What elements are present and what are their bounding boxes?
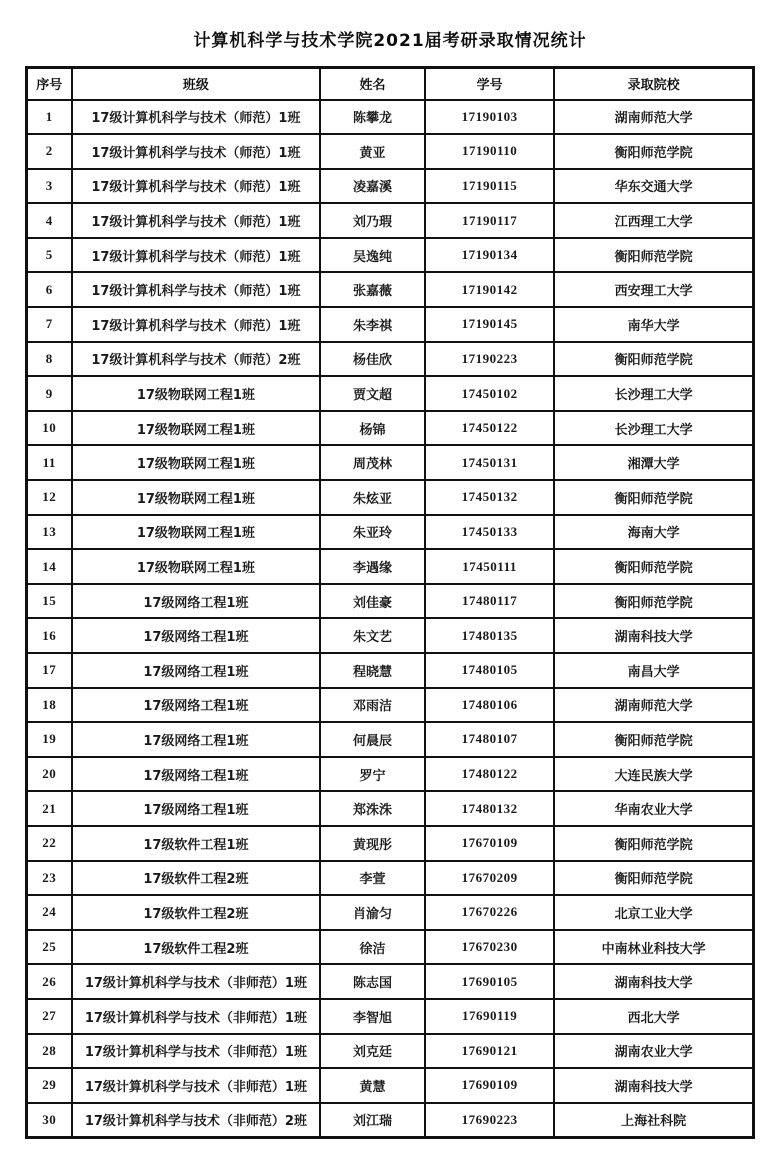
cell-class: 17级计算机科学与技术（师范）1班 (72, 100, 321, 135)
cell-student-id: 17190142 (425, 272, 554, 307)
cell-class: 17级软件工程1班 (72, 826, 321, 861)
cell-student-id: 17190134 (425, 238, 554, 273)
cell-class: 17级物联网工程1班 (72, 376, 321, 411)
table-row (27, 964, 754, 999)
cell-name: 刘江瑞 (320, 1103, 425, 1138)
cell-student-id: 17480122 (425, 757, 554, 792)
table-row (27, 342, 754, 377)
cell-name: 黄亚 (320, 134, 425, 169)
cell-class: 17级计算机科学与技术（非师范）1班 (72, 999, 321, 1034)
table-row (27, 549, 754, 584)
table-row (27, 757, 754, 792)
table-row (27, 722, 754, 757)
cell-class: 17级计算机科学与技术（非师范）1班 (72, 1034, 321, 1069)
cell-school: 南华大学 (554, 307, 753, 342)
cell-name: 周茂林 (320, 445, 425, 480)
cell-school: 西安理工大学 (554, 272, 753, 307)
cell-school: 湖南师范大学 (554, 688, 753, 723)
cell-student-id: 17190223 (425, 342, 554, 377)
cell-student-id: 17690223 (425, 1103, 554, 1138)
table-row (27, 515, 754, 550)
cell-index: 10 (27, 411, 72, 446)
cell-student-id: 17690121 (425, 1034, 554, 1069)
cell-index: 23 (27, 861, 72, 896)
table-row (27, 861, 754, 896)
table-row (27, 238, 754, 273)
table-row (27, 411, 754, 446)
cell-name: 肖渝匀 (320, 895, 425, 930)
cell-student-id: 17190110 (425, 134, 554, 169)
cell-name: 黄慧 (320, 1068, 425, 1103)
cell-student-id: 17480135 (425, 618, 554, 653)
cell-school: 衡阳师范学院 (554, 238, 753, 273)
table-header-row (27, 68, 754, 100)
cell-index: 30 (27, 1103, 72, 1138)
cell-index: 13 (27, 515, 72, 550)
cell-school: 海南大学 (554, 515, 753, 550)
cell-student-id: 17480132 (425, 791, 554, 826)
cell-student-id: 17450111 (425, 549, 554, 584)
cell-school: 湖南师范大学 (554, 100, 753, 135)
cell-name: 贾文超 (320, 376, 425, 411)
cell-index: 29 (27, 1068, 72, 1103)
table-row (27, 826, 754, 861)
cell-student-id: 17190145 (425, 307, 554, 342)
cell-school: 北京工业大学 (554, 895, 753, 930)
cell-name: 朱炫亚 (320, 480, 425, 515)
cell-class: 17级物联网工程1班 (72, 549, 321, 584)
cell-class: 17级网络工程1班 (72, 584, 321, 619)
cell-class: 17级网络工程1班 (72, 791, 321, 826)
cell-student-id: 17480105 (425, 653, 554, 688)
cell-name: 张嘉薇 (320, 272, 425, 307)
table-row (27, 445, 754, 480)
table-row (27, 584, 754, 619)
cell-class: 17级软件工程2班 (72, 861, 321, 896)
cell-index: 1 (27, 100, 72, 135)
cell-student-id: 17450122 (425, 411, 554, 446)
cell-index: 2 (27, 134, 72, 169)
cell-index: 14 (27, 549, 72, 584)
cell-student-id: 17690119 (425, 999, 554, 1034)
cell-school: 长沙理工大学 (554, 376, 753, 411)
cell-school: 湖南科技大学 (554, 964, 753, 999)
table-row (27, 169, 754, 204)
cell-student-id: 17450132 (425, 480, 554, 515)
table-row (27, 618, 754, 653)
header-index: 序号 (27, 68, 72, 100)
cell-class: 17级物联网工程1班 (72, 515, 321, 550)
table-row (27, 134, 754, 169)
table-row (27, 791, 754, 826)
cell-school: 中南林业科技大学 (554, 930, 753, 965)
cell-name: 刘克廷 (320, 1034, 425, 1069)
cell-index: 24 (27, 895, 72, 930)
cell-class: 17级网络工程1班 (72, 757, 321, 792)
cell-school: 衡阳师范学院 (554, 722, 753, 757)
header-class: 班级 (72, 68, 321, 100)
cell-class: 17级计算机科学与技术（师范）1班 (72, 203, 321, 238)
cell-school: 衡阳师范学院 (554, 342, 753, 377)
cell-name: 杨锦 (320, 411, 425, 446)
cell-name: 李萱 (320, 861, 425, 896)
cell-index: 11 (27, 445, 72, 480)
cell-class: 17级计算机科学与技术（师范）1班 (72, 169, 321, 204)
cell-name: 杨佳欣 (320, 342, 425, 377)
table-row (27, 307, 754, 342)
header-name: 姓名 (320, 68, 425, 100)
table-row (27, 653, 754, 688)
cell-name: 朱文艺 (320, 618, 425, 653)
table-row (27, 480, 754, 515)
cell-student-id: 17670109 (425, 826, 554, 861)
table-row (27, 688, 754, 723)
cell-name: 朱李祺 (320, 307, 425, 342)
cell-index: 3 (27, 169, 72, 204)
admissions-table (25, 66, 755, 1139)
cell-index: 5 (27, 238, 72, 273)
cell-school: 衡阳师范学院 (554, 549, 753, 584)
cell-student-id: 17190117 (425, 203, 554, 238)
cell-class: 17级物联网工程1班 (72, 480, 321, 515)
table-row (27, 999, 754, 1034)
cell-class: 17级网络工程1班 (72, 722, 321, 757)
cell-name: 吴逸纯 (320, 238, 425, 273)
cell-index: 27 (27, 999, 72, 1034)
cell-class: 17级网络工程1班 (72, 618, 321, 653)
header-school: 录取院校 (554, 68, 753, 100)
cell-index: 15 (27, 584, 72, 619)
cell-school: 衡阳师范学院 (554, 861, 753, 896)
cell-school: 湖南农业大学 (554, 1034, 753, 1069)
cell-student-id: 17450131 (425, 445, 554, 480)
cell-name: 刘乃瑕 (320, 203, 425, 238)
cell-school: 华东交通大学 (554, 169, 753, 204)
cell-index: 16 (27, 618, 72, 653)
cell-school: 衡阳师范学院 (554, 826, 753, 861)
cell-class: 17级软件工程2班 (72, 930, 321, 965)
cell-school: 湖南科技大学 (554, 1068, 753, 1103)
cell-name: 李遇缘 (320, 549, 425, 584)
cell-name: 陈攀龙 (320, 100, 425, 135)
cell-index: 25 (27, 930, 72, 965)
cell-student-id: 17480107 (425, 722, 554, 757)
cell-student-id: 17690105 (425, 964, 554, 999)
cell-student-id: 17450102 (425, 376, 554, 411)
cell-student-id: 17480117 (425, 584, 554, 619)
cell-name: 刘佳豪 (320, 584, 425, 619)
cell-class: 17级物联网工程1班 (72, 445, 321, 480)
cell-name: 罗宁 (320, 757, 425, 792)
table-row (27, 100, 754, 135)
cell-name: 朱亚玲 (320, 515, 425, 550)
cell-class: 17级计算机科学与技术（非师范）1班 (72, 964, 321, 999)
cell-class: 17级软件工程2班 (72, 895, 321, 930)
cell-index: 26 (27, 964, 72, 999)
cell-student-id: 17670226 (425, 895, 554, 930)
page-title: 计算机科学与技术学院2021届考研录取情况统计 (193, 31, 587, 51)
cell-student-id: 17190103 (425, 100, 554, 135)
cell-class: 17级计算机科学与技术（师范）2班 (72, 342, 321, 377)
cell-school: 西北大学 (554, 999, 753, 1034)
cell-class: 17级计算机科学与技术（师范）1班 (72, 272, 321, 307)
cell-school: 湘潭大学 (554, 445, 753, 480)
cell-index: 28 (27, 1034, 72, 1069)
cell-school: 江西理工大学 (554, 203, 753, 238)
cell-name: 黄现彤 (320, 826, 425, 861)
cell-student-id: 17190115 (425, 169, 554, 204)
cell-school: 南昌大学 (554, 653, 753, 688)
table-body (27, 100, 754, 1138)
cell-school: 衡阳师范学院 (554, 480, 753, 515)
cell-class: 17级计算机科学与技术（师范）1班 (72, 307, 321, 342)
cell-class: 17级网络工程1班 (72, 688, 321, 723)
header-student-id: 学号 (425, 68, 554, 100)
cell-school: 长沙理工大学 (554, 411, 753, 446)
cell-name: 郑洙洙 (320, 791, 425, 826)
cell-name: 程晓慧 (320, 653, 425, 688)
cell-index: 21 (27, 791, 72, 826)
cell-index: 4 (27, 203, 72, 238)
table-row (27, 1103, 754, 1138)
cell-class: 17级物联网工程1班 (72, 411, 321, 446)
table-row (27, 376, 754, 411)
cell-index: 19 (27, 722, 72, 757)
table-row (27, 272, 754, 307)
cell-name: 邓雨洁 (320, 688, 425, 723)
cell-school: 华南农业大学 (554, 791, 753, 826)
cell-school: 衡阳师范学院 (554, 584, 753, 619)
cell-student-id: 17670209 (425, 861, 554, 896)
cell-index: 6 (27, 272, 72, 307)
cell-class: 17级网络工程1班 (72, 653, 321, 688)
cell-index: 12 (27, 480, 72, 515)
cell-index: 22 (27, 826, 72, 861)
cell-school: 上海社科院 (554, 1103, 753, 1138)
table-row (27, 203, 754, 238)
cell-name: 凌嘉溪 (320, 169, 425, 204)
cell-index: 8 (27, 342, 72, 377)
cell-index: 7 (27, 307, 72, 342)
cell-index: 20 (27, 757, 72, 792)
cell-student-id: 17690109 (425, 1068, 554, 1103)
cell-student-id: 17480106 (425, 688, 554, 723)
table-row (27, 1034, 754, 1069)
cell-class: 17级计算机科学与技术（师范）1班 (72, 238, 321, 273)
cell-index: 17 (27, 653, 72, 688)
cell-student-id: 17450133 (425, 515, 554, 550)
table-row (27, 930, 754, 965)
cell-name: 李智旭 (320, 999, 425, 1034)
cell-school: 湖南科技大学 (554, 618, 753, 653)
cell-school: 衡阳师范学院 (554, 134, 753, 169)
cell-name: 徐洁 (320, 930, 425, 965)
table-row (27, 895, 754, 930)
cell-school: 大连民族大学 (554, 757, 753, 792)
cell-student-id: 17670230 (425, 930, 554, 965)
cell-class: 17级计算机科学与技术（师范）1班 (72, 134, 321, 169)
table-row (27, 1068, 754, 1103)
cell-name: 陈志国 (320, 964, 425, 999)
cell-class: 17级计算机科学与技术（非师范）2班 (72, 1103, 321, 1138)
cell-class: 17级计算机科学与技术（非师范）1班 (72, 1068, 321, 1103)
cell-index: 18 (27, 688, 72, 723)
cell-name: 何晨辰 (320, 722, 425, 757)
cell-index: 9 (27, 376, 72, 411)
